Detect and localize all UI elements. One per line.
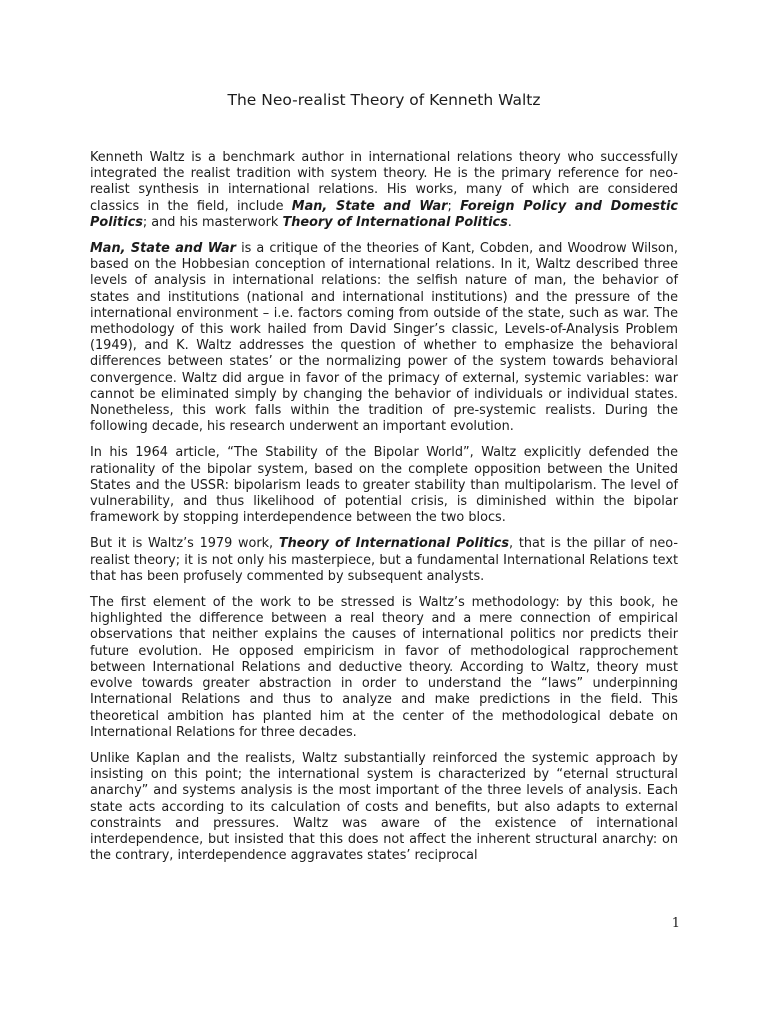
paragraph-text: ; bbox=[447, 198, 461, 214]
paragraph bbox=[90, 241, 678, 435]
emphasized-title: Man, State and War bbox=[291, 198, 448, 214]
emphasized-title: Foreign Policy and Domestic Politics bbox=[90, 198, 678, 230]
paragraph bbox=[90, 445, 678, 526]
paragraph-text: . bbox=[507, 214, 512, 230]
paragraph-text: Unlike Kaplan and the realists, Waltz substantially reinforced the systemic approach by insisting on this point; the international system is characterized by “eternal structural anarchy” and systems analysis is the most important of the three levels of analysis. Each state acts according to its calculation of costs and benefits, but also adapts to external constraints and pressures. Waltz was aware of the existence of international interdependence, but insisted that this does not affect the inherent structural anarchy: on the contrary, interdependence aggravates states’ reciprocal bbox=[90, 750, 678, 864]
document-title: The Neo-realist Theory of Kenneth Waltz bbox=[227, 91, 541, 109]
paragraph-text: The first element of the work to be stressed is Waltz’s methodology: by this book, he highlighted the difference between a real theory and a mere connection of empirical observations that neither explains the causes of international politics nor predicts their future evolution. He opposed empiricism in favor of methodological rapprochement between International Relations and deductive theory. According to Waltz, theory must evolve towards greater abstraction in order to understand the “laws” underpinning International Relations and thus to analyze and make predictions in the field. This theoretical ambition has planted him at the center of the methodological debate on International Relations for three decades. bbox=[90, 595, 678, 740]
emphasized-title: Theory of International Politics bbox=[282, 214, 508, 230]
paragraph bbox=[90, 595, 678, 741]
paragraph bbox=[90, 536, 678, 585]
paragraph-text: ; and his masterwork bbox=[142, 214, 283, 230]
paragraph-text: Kenneth Waltz is a benchmark author in international relations theory who successfully integrated the realist tradition with system theory. He is the primary reference for neo-realist synthesis in international relations. His works, many of which are considered classics in the field, include bbox=[90, 150, 678, 214]
document-body bbox=[90, 150, 678, 874]
emphasized-title: Theory of International Politics bbox=[278, 536, 510, 552]
paragraph-text: But it is Waltz’s 1979 work, bbox=[90, 536, 279, 552]
paragraph-text: , that is the pillar of neo-realist theory; it is not only his masterpiece, but a fundamental International Relations text that has been profusely commented by subsequent analysts. bbox=[90, 536, 678, 584]
page-number: 1 bbox=[671, 916, 680, 931]
paragraph-text: In his 1964 article, “The Stability of the Bipolar World”, Waltz explicitly defended the rationality of the bipolar system, based on the complete opposition between the United States and the USSR: bipolarism leads to greater stability than multipolarism. The level of vulnerability, and thus likelihood of potential crisis, is diminished within the bipolar framework by stopping interdependence between the two blocs. bbox=[90, 445, 678, 526]
paragraph bbox=[90, 751, 678, 864]
paragraph-text: is a critique of the theories of Kant, Cobden, and Woodrow Wilson, based on the Hobbesian conception of international relations. In it, Waltz described three levels of analysis in international relations: the selfish nature of man, the behavior of states and institutions (national and international institutions) and the pressure of the international environment – i.e. factors coming from outside of the state, such as war. The methodology of this work hailed from David Singer’s classic, Levels-of-Analysis Problem (1949), and K. Waltz addresses the question of whether to emphasize the behavioral differences between states’ or the normalizing power of the system towards behavioral convergence. Waltz did argue in favor of the primacy of external, systemic variables: war cannot be eliminated simply by changing the behavior of individuals or individual states. Nonetheless, this work falls within the tradition of pre-systemic realists. During the following decade, his research underwent an important evolution. bbox=[90, 241, 678, 435]
paragraph bbox=[90, 150, 678, 231]
emphasized-title: Man, State and War bbox=[90, 241, 237, 257]
